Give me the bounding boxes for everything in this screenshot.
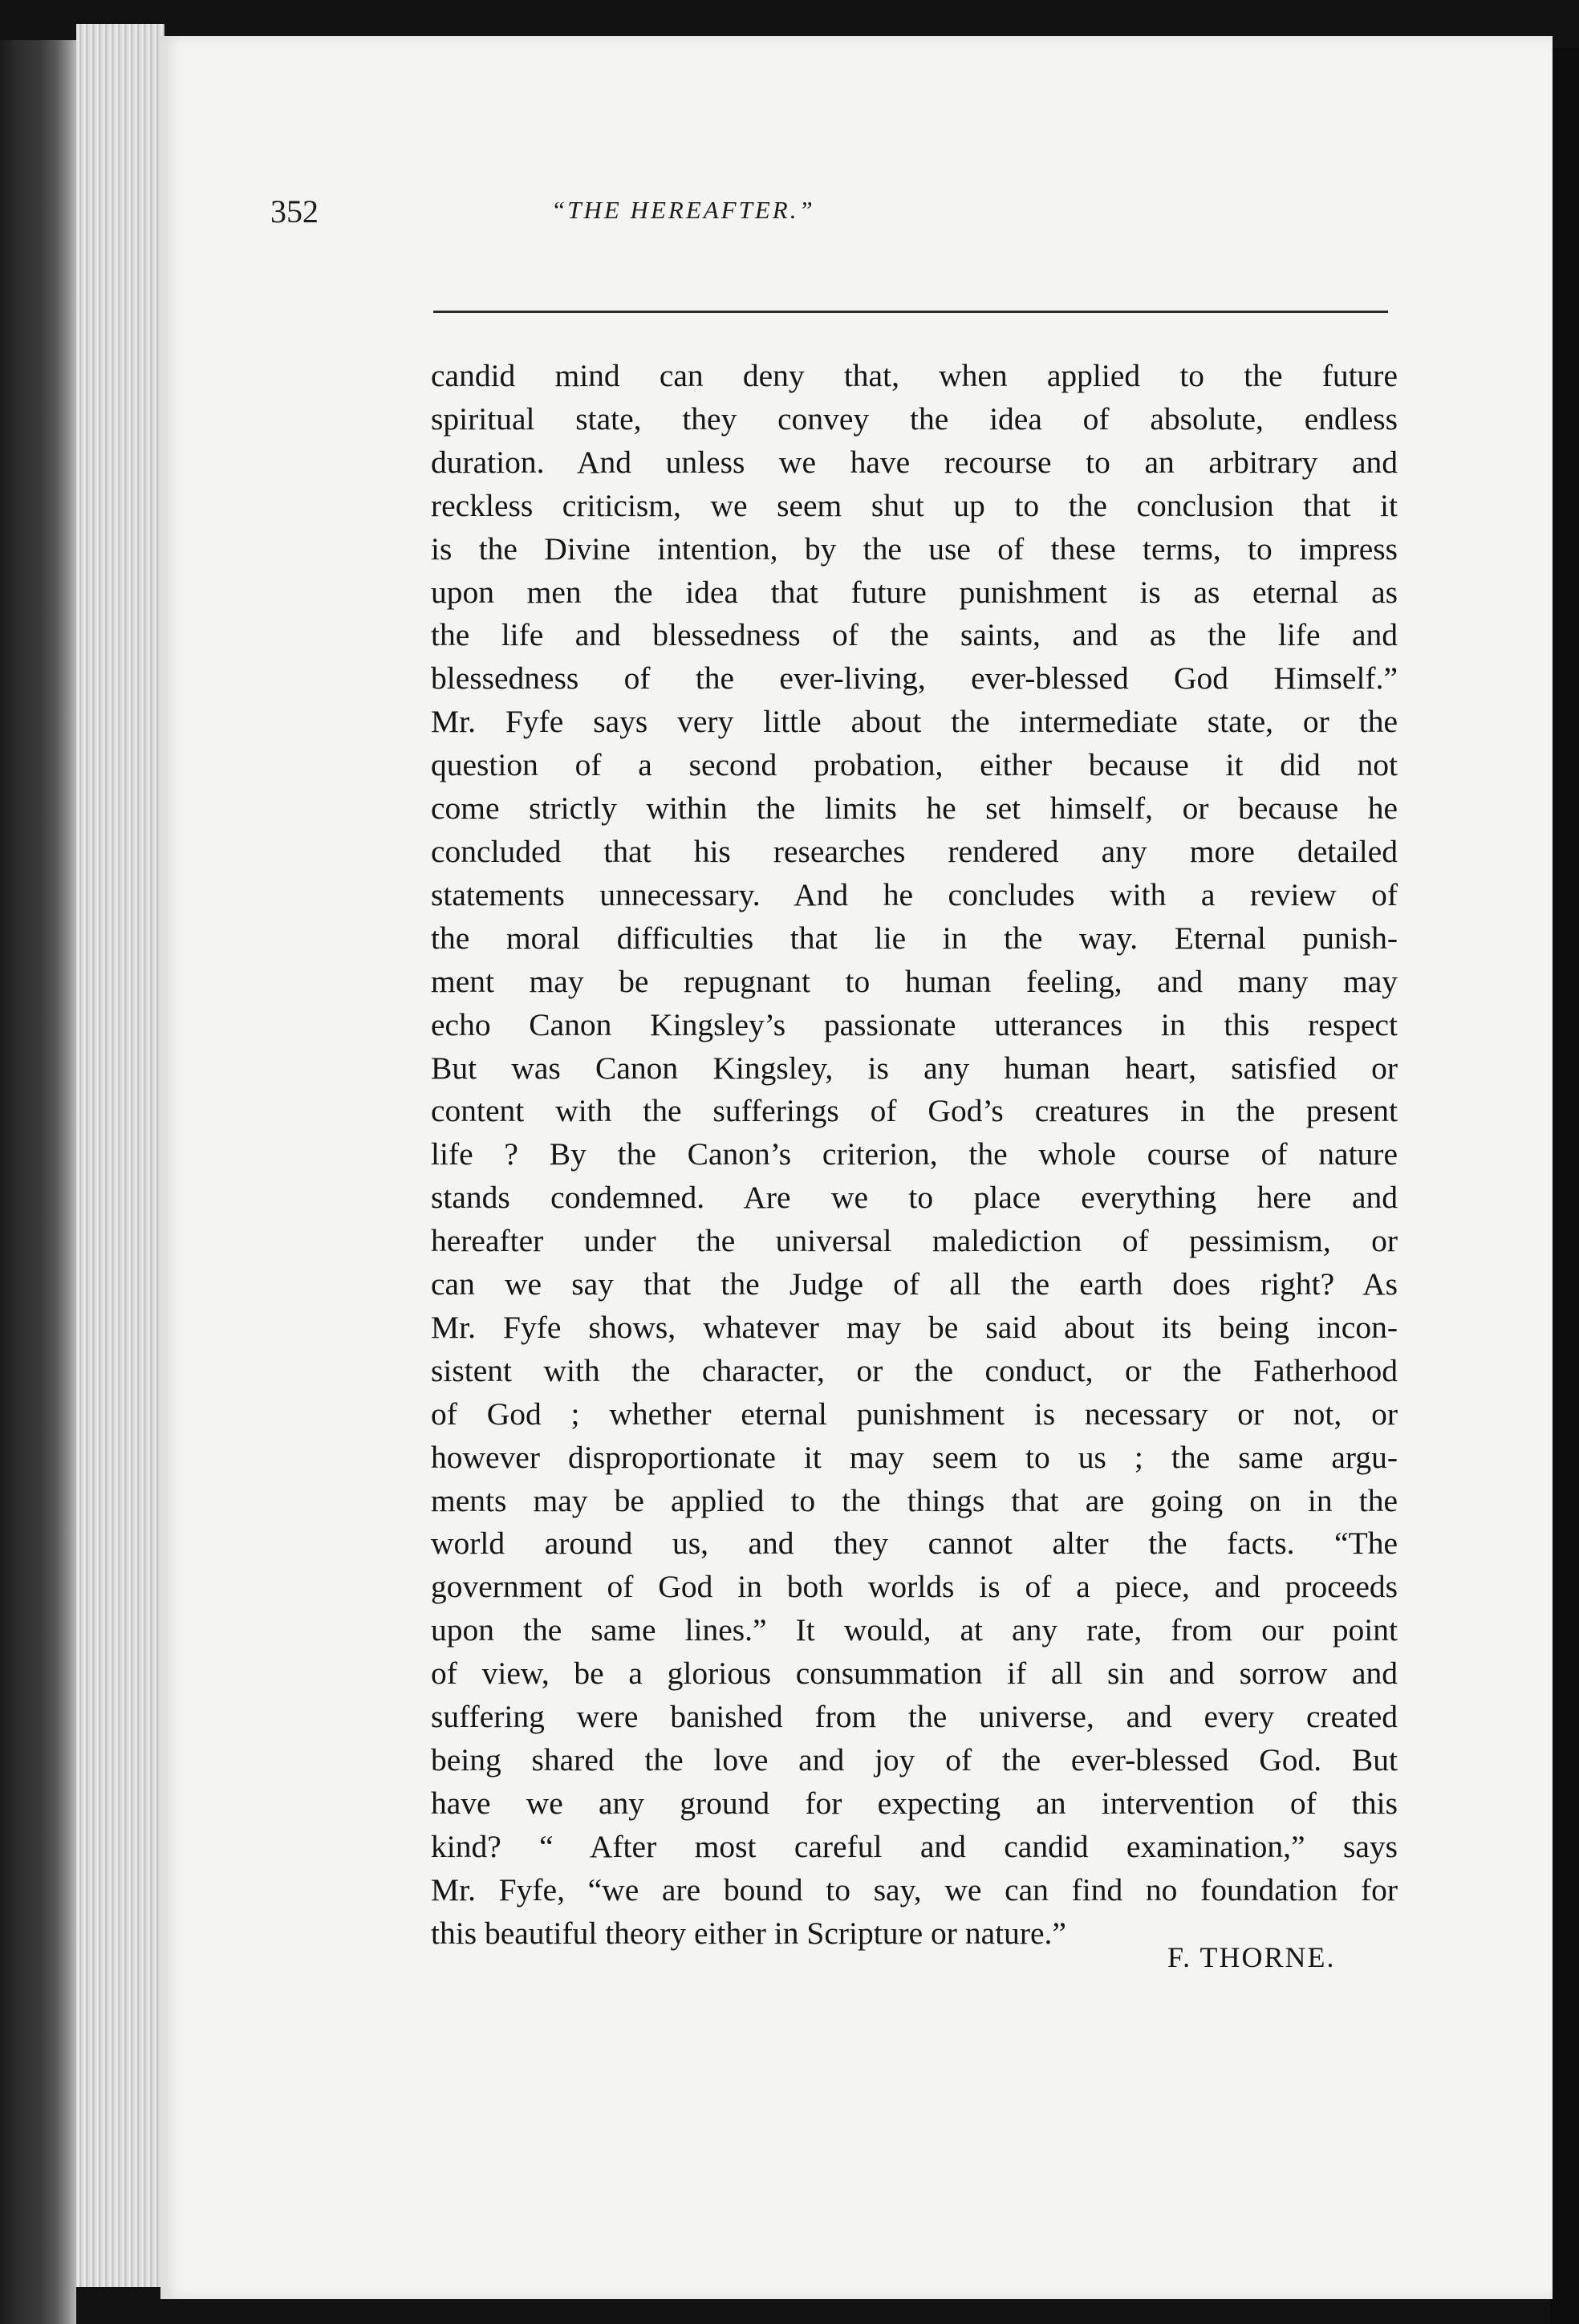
text-line: of God ; whether eternal punishment is necessary or not, or — [431, 1396, 1398, 1432]
text-line: duration. And unless we have recourse to an arbitrary and — [431, 444, 1398, 480]
text-line: hereafter under the universal malediction of pessimism, or — [431, 1223, 1398, 1259]
text-line: reckless criticism, we seem shut up to the conclusion that it — [431, 487, 1398, 523]
text-line: Mr. Fyfe says very little about the intermediate state, or the — [431, 704, 1398, 740]
body-text — [431, 355, 1398, 1956]
text-line: however disproportionate it may seem to us ; the same argu- — [431, 1439, 1398, 1475]
page-number: 352 — [270, 193, 319, 230]
text-line: Mr. Fyfe, “we are bound to say, we can find no foundation for — [431, 1871, 1398, 1908]
text-line: kind? “ After most careful and candid examination,” says — [431, 1828, 1398, 1864]
text-line: upon the same lines.” It would, at any rate, from our point — [431, 1612, 1398, 1648]
text-line: sistent with the character, or the conduct, or the Fatherhood — [431, 1352, 1398, 1388]
running-head — [270, 193, 1073, 241]
text-line: suffering were banished from the universe, and every created — [431, 1699, 1398, 1735]
text-line: ments may be applied to the things that are going on in the — [431, 1482, 1398, 1518]
text-line: stands condemned. Are we to place everything here and — [431, 1180, 1398, 1216]
text-line: have we any ground for expecting an intervention of this — [431, 1785, 1398, 1821]
header-rule — [433, 311, 1388, 313]
text-line: the life and blessedness of the saints, and as the life and — [431, 617, 1398, 653]
text-line: Mr. Fyfe shows, whatever may be said about its being incon- — [431, 1309, 1398, 1345]
text-line: can we say that the Judge of all the earth does right? As — [431, 1266, 1398, 1302]
text-line: blessedness of the ever-living, ever-blessed God Himself.” — [431, 660, 1398, 697]
text-line: being shared the love and joy of the ever-blessed God. But — [431, 1742, 1398, 1778]
text-line: upon men the idea that future punishment is as eternal as — [431, 574, 1398, 610]
text-line: government of God in both worlds is of a piece, and proceeds — [431, 1569, 1398, 1605]
text-line: the moral difficulties that lie in the way. Eternal punish- — [431, 920, 1398, 956]
text-line: this beautiful theory either in Scripture or nature.” — [431, 1915, 1066, 1951]
text-line: come strictly within the limits he set himself, or because he — [431, 790, 1398, 827]
text-line: of view, be a glorious consummation if all sin and sorrow and — [431, 1656, 1398, 1692]
text-line: concluded that his researches rendered any more detailed — [431, 833, 1398, 869]
running-title: “THE HEREAFTER.” — [551, 196, 815, 224]
text-line: echo Canon Kingsley’s passionate utterances in this respect — [431, 1006, 1398, 1042]
text-line: life ? By the Canon’s criterion, the whole course of nature — [431, 1136, 1398, 1172]
book-spine-shadow — [0, 40, 76, 2324]
text-line: is the Divine intention, by the use of these terms, to impress — [431, 530, 1398, 567]
text-line: statements unnecessary. And he concludes with a review of — [431, 876, 1398, 912]
text-line: spiritual state, they convey the idea of absolute, endless — [431, 400, 1398, 437]
text-line: question of a second probation, either because it did not — [431, 747, 1398, 783]
text-line: ment may be repugnant to human feeling, and many may — [431, 963, 1398, 999]
author-signature: F. THORNE. — [1167, 1941, 1336, 1973]
text-line: content with the sufferings of God’s creatures in the present — [431, 1093, 1398, 1129]
text-line: world around us, and they cannot alter the facts. “The — [431, 1526, 1398, 1562]
text-line: But was Canon Kingsley, is any human heart, satisfied or — [431, 1050, 1398, 1086]
stacked-page-edges — [76, 24, 164, 2287]
right-dark-border — [1550, 48, 1579, 2324]
text-line: candid mind can deny that, when applied to the future — [431, 358, 1398, 393]
